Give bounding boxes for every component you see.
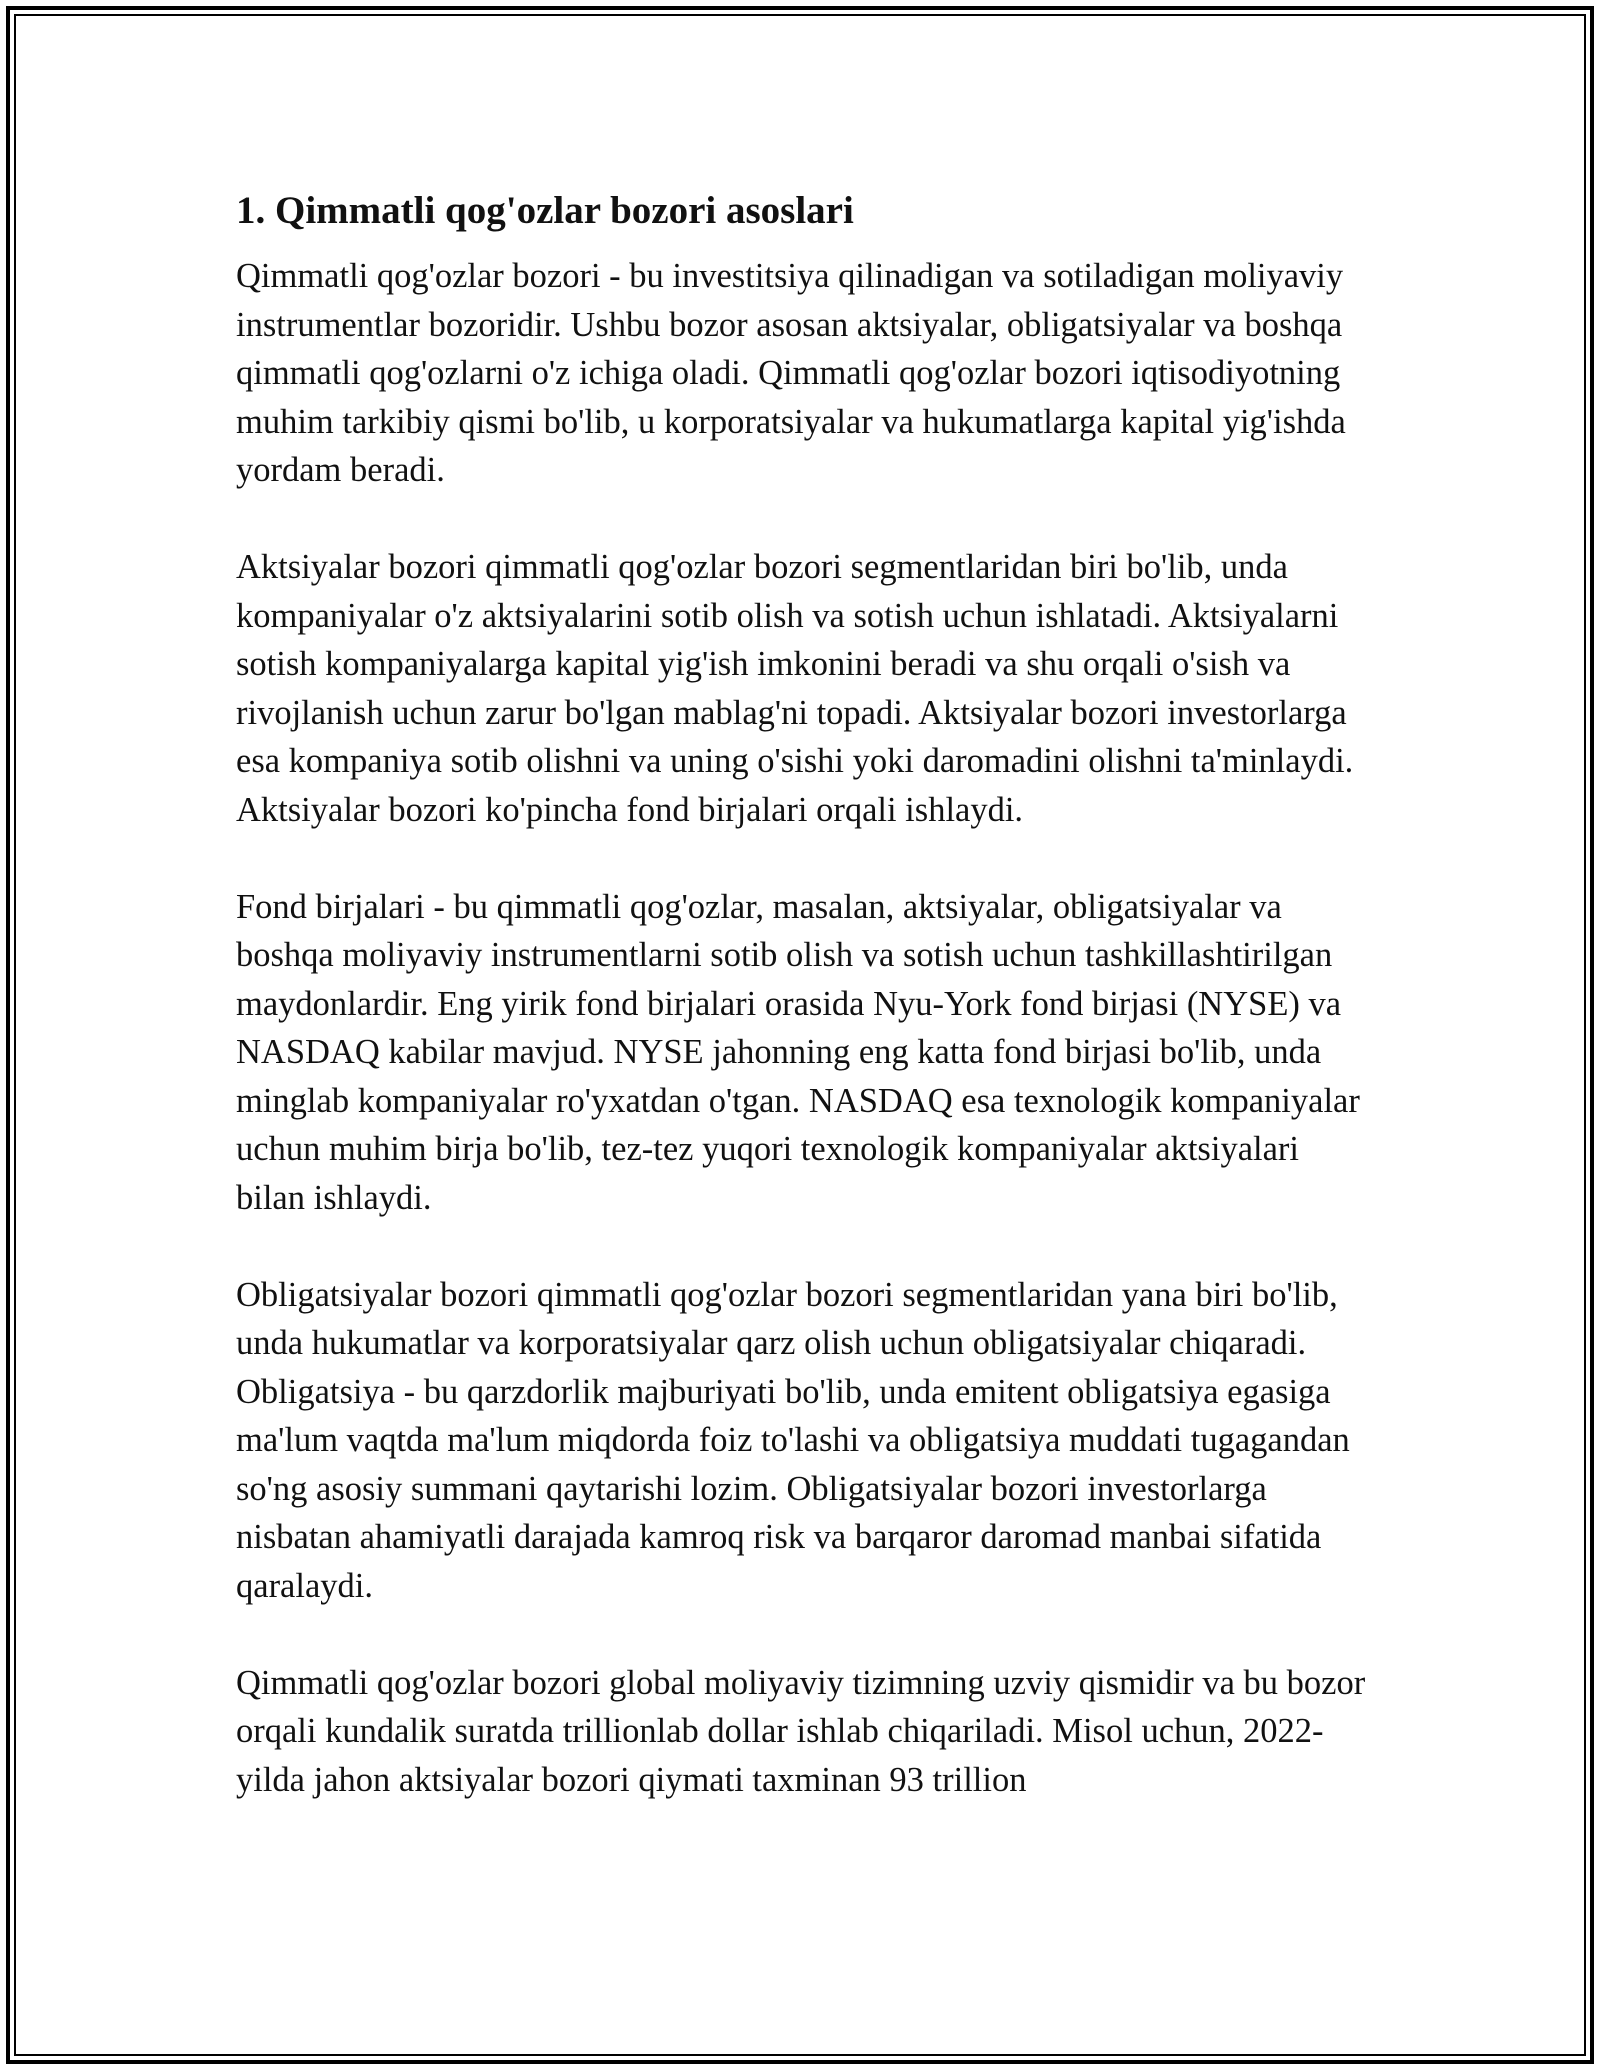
paragraph-global-market: Qimmatli qog'ozlar bozori global moliyaviy tizimning uzviy qismidir va bu bozor orqali kundalik suratda trillionlab dollar ishlab chiqariladi. Misol uchun, 2022-yilda jahon aktsiyalar bozori qiymati taxminan 93 trillion (236, 1663, 1366, 1799)
paragraph-stock-exchanges: Fond birjalari - bu qimmatli qog'ozlar, masalan, aktsiyalar, obligatsiyalar va boshqa moliyaviy instrumentlarni sotib olish va sotish uchun tashkillashtirilgan maydonlardir. Eng yirik fond birjalari orasida Nyu-York fond birjasi (NYSE) va NASDAQ kabilar mavjud. NYSE jahonning eng katta fond birjasi bo'lib, unda minglab kompaniyalar ro'yxatdan o'tgan. NASDAQ esa texnologik kompaniyalar uchun muhim birja bo'lib, tez-tez yuqori texnologik kompaniyalar aktsiyalari bilan ishlaydi. (236, 887, 1360, 1217)
section-heading: 1. Qimmatli qog'ozlar bozori asoslari (236, 189, 854, 232)
document-body (236, 186, 1366, 1804)
paragraph-bond-market: Obligatsiyalar bozori qimmatli qog'ozlar bozori segmentlaridan yana biri bo'lib, unda hukumatlar va korporatsiyalar qarz olish uchun obligatsiyalar chiqaradi. Obligatsiya - bu qarzdorlik majburiyati bo'lib, unda emitent obligatsiya egasiga ma'lum vaqtda ma'lum miqdorda foiz to'lashi va obligatsiya muddati tugagandan so'ng asosiy summani qaytarishi lozim. Obligatsiyalar bozori investorlarga nisbatan ahamiyatli darajada kamroq risk va barqaror daromad manbai sifatida qaralaydi. (236, 1275, 1350, 1605)
paragraph-securities-market: Qimmatli qog'ozlar bozori - bu investitsiya qilinadigan va sotiladigan moliyaviy instrumentlar bozoridir. Ushbu bozor asosan aktsiyalar, obligatsiyalar va boshqa qimmatli qog'ozlarni o'z ichiga oladi. Qimmatli qog'ozlar bozori iqtisodiyotning muhim tarkibiy qismi bo'lib, u korporatsiyalar va hukumatlarga kapital yig'ishda yordam beradi. (236, 257, 1346, 489)
paragraph-stock-market: Aktsiyalar bozori qimmatli qog'ozlar bozori segmentlaridan biri bo'lib, unda kompaniyalar o'z aktsiyalarini sotib olish va sotish uchun ishlatadi. Aktsiyalarni sotish kompaniyalarga kapital yig'ish imkonini beradi va shu orqali o'sish va rivojlanish uchun zarur bo'lgan mablag'ni topadi. Aktsiyalar bozori investorlarga esa kompaniya sotib olishni va uning o'sishi yoki daromadini olishni ta'minlaydi. Aktsiyalar bozori ko'pincha fond birjalari orqali ishlaydi. (236, 548, 1354, 829)
